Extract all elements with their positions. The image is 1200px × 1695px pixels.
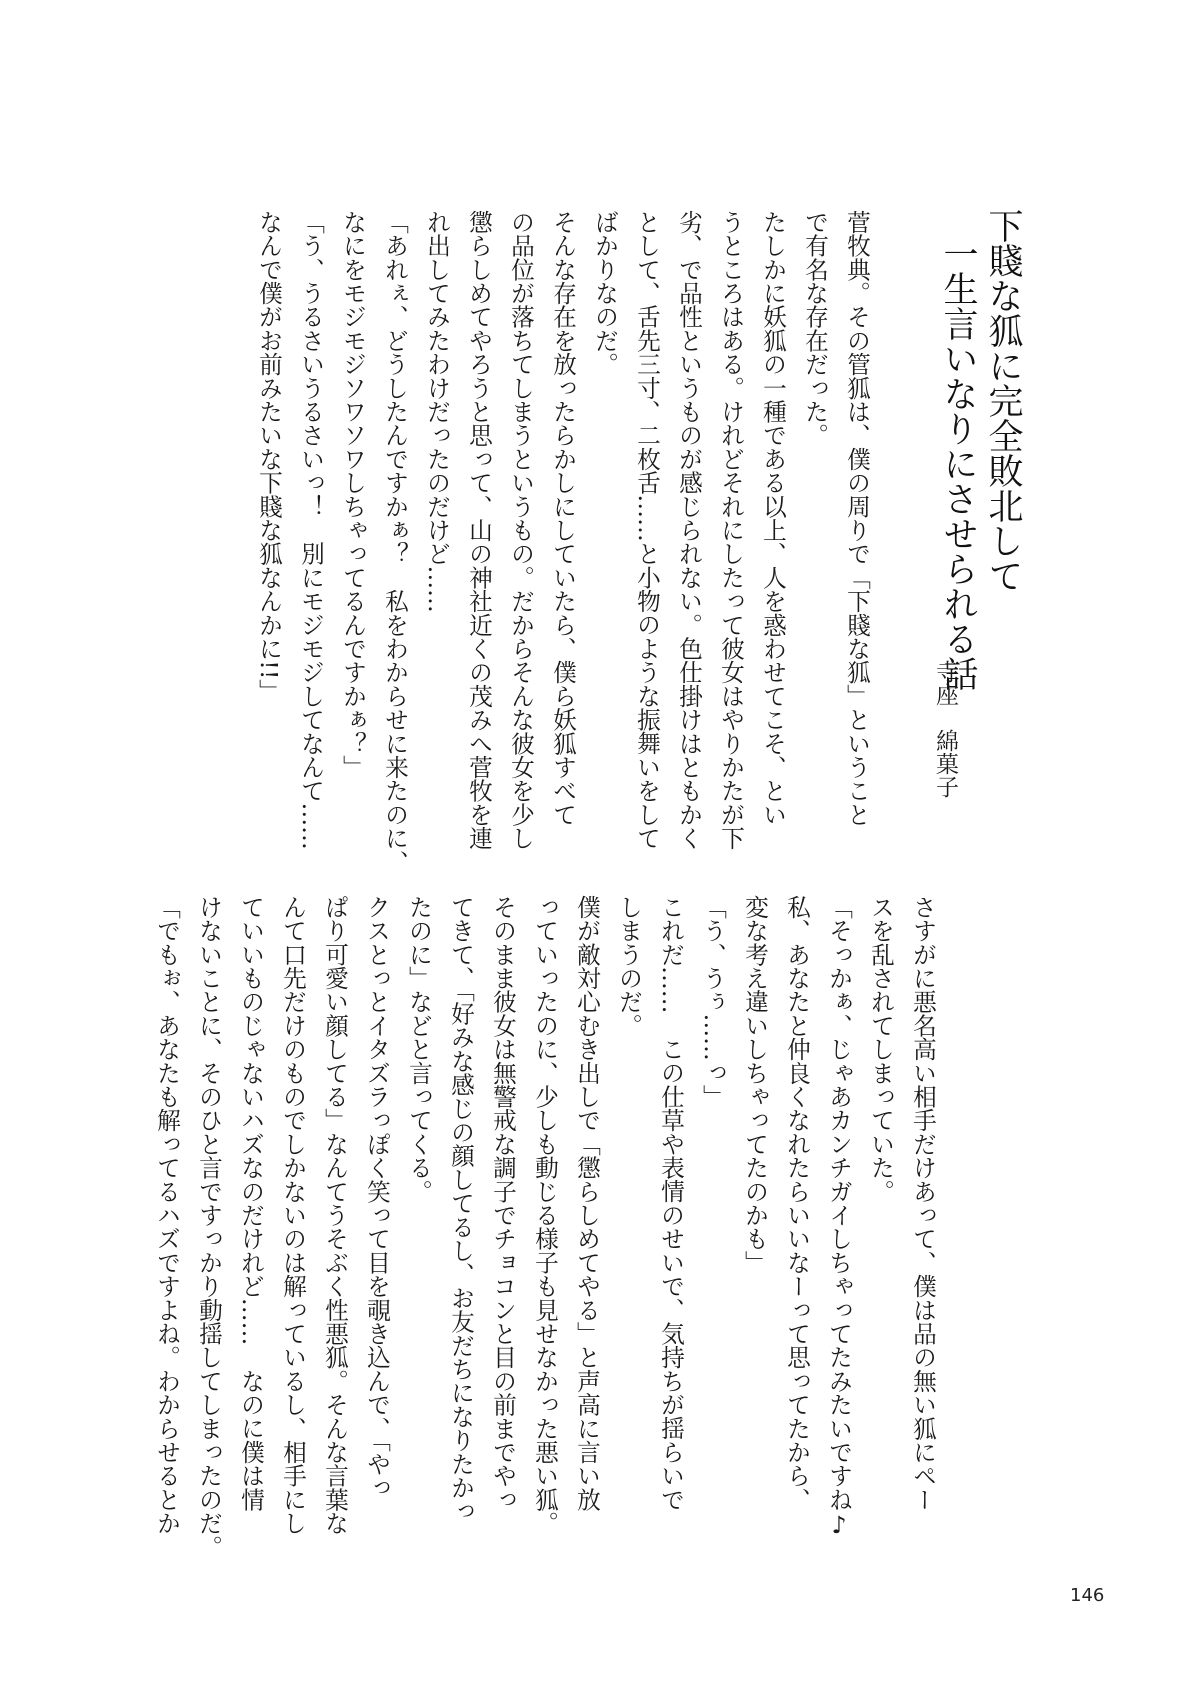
text-line: として、舌先三寸、二枚舌……と小物のような振舞いをして <box>633 210 661 850</box>
page-number: 146 <box>1070 1585 1105 1606</box>
text-line: 僕が敵対心むき出しで「懲らしめてやる」と声高に言い放 <box>573 895 601 1512</box>
text-line: うところはある。けれどそれにしたって彼女はやりかたが下 <box>717 210 745 850</box>
body-text-upper <box>248 210 878 874</box>
text-line: さすがに悪名高い相手だけあって、僕は品の無い狐にペー <box>909 895 937 1512</box>
text-line: なんで僕がお前みたいな下賤な狐なんかに!!」 <box>255 210 283 704</box>
text-line: 「う、うぅ……っ」 <box>699 895 727 1109</box>
text-line: 菅牧典。その管狐は、僕の周りで「下賤な狐」ということ <box>843 210 871 827</box>
text-line: ぱり可愛い顔してる」なんてうそぶく性悪狐。そんな言葉な <box>321 895 349 1535</box>
text-line: 「そっかぁ、じゃあカンチガイしちゃってたみたいですね♪ <box>825 895 853 1540</box>
title-line-1: 下賤な狐に完全敗北して <box>983 208 1023 593</box>
text-line: けないことに、そのひと言ですっかり動揺してしまったのだ。 <box>195 895 223 1559</box>
text-line: で有名な存在だった。 <box>801 210 829 447</box>
text-line: ていいものじゃないハズなのだけれど…… なのに僕は情 <box>237 895 265 1512</box>
text-line: 「でもぉ、あなたも解ってるハズですよね。わからせるとか <box>153 895 181 1535</box>
story-title <box>935 208 1025 728</box>
text-line: しまうのだ。 <box>615 895 643 1038</box>
text-line: たしかに妖狐の一種である以上、人を惑わせてこそ、とい <box>759 210 787 827</box>
text-line: そんな存在を放ったらかしにしていたら、僕ら妖狐すべて <box>549 210 577 827</box>
body-text-lower <box>146 895 944 1575</box>
text-line: ばかりなのだ。 <box>591 210 619 376</box>
text-line: これだ…… この仕草や表情のせいで、気持ちが揺らいで <box>657 895 685 1512</box>
text-line: 「う、うるさいうるさいっ！ 別にモジモジしてなんて…… <box>297 210 325 850</box>
text-line: スを乱されてしまっていた。 <box>867 895 895 1204</box>
author-name: 寺座 綿菓子 <box>932 660 958 798</box>
text-line: 変な考え違いしちゃってたのかも」 <box>741 895 769 1275</box>
text-line: 私、あなたと仲良くなれたらいいなーって思ってたから、 <box>783 895 811 1512</box>
text-line: クスとっとイタズラっぽく笑って目を覗き込んで、「やっ <box>363 895 391 1500</box>
text-line: の品位が落ちてしまうというもの。だからそんな彼女を少し <box>507 210 535 850</box>
title-line-2: 一生言いなりにさせられる話 <box>938 236 978 691</box>
text-line: てきて、「好みな感じの顔してるし、お友だちになりたかっ <box>447 895 475 1524</box>
text-line: 劣、で品性というものが感じられない。色仕掛けはともかく <box>675 210 703 850</box>
text-line: んて口先だけのものでしかないのは解っているし、相手にし <box>279 895 307 1535</box>
text-line: なにをモジモジソワソワしちゃってるんですかぁ？」 <box>339 210 367 779</box>
text-line: 懲らしめてやろうと思って、山の神社近くの茂みへ菅牧を連 <box>465 210 493 850</box>
text-line: たのに」などと言ってくる。 <box>405 895 433 1204</box>
text-line: れ出してみたわけだったのだけど…… <box>423 210 451 613</box>
text-line: 「あれぇ、どうしたんですかぁ？ 私をわからせに来たのに、 <box>381 210 409 874</box>
text-line: そのまま彼女は無警戒な調子でチョコンと目の前までやっ <box>489 895 517 1512</box>
text-line: っていったのに、少しも動じる様子も見せなかった悪い狐。 <box>531 895 559 1535</box>
